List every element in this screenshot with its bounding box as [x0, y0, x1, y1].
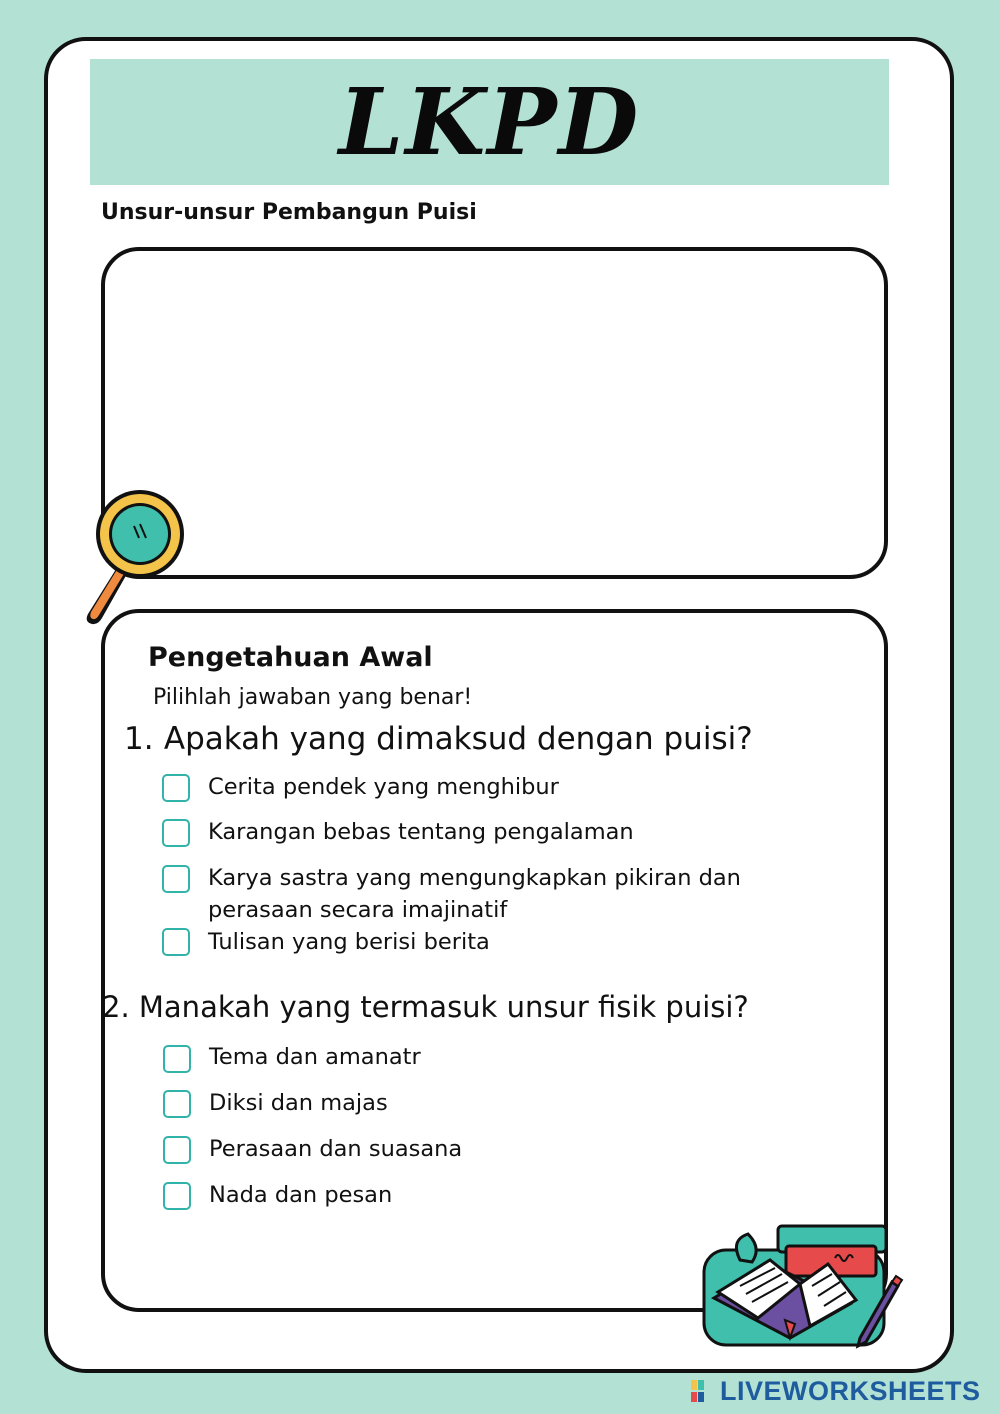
- option-label: Cerita pendek yang menghibur: [208, 774, 559, 800]
- option-label: Perasaan dan suasana: [209, 1136, 463, 1162]
- option-label: Karya sastra yang mengungkapkan pikiran dan perasaan secara imajinatif: [208, 865, 741, 923]
- option-checkbox-1b[interactable]: [162, 819, 190, 847]
- option-checkbox-1c[interactable]: [162, 865, 190, 893]
- option-checkbox-2a[interactable]: [163, 1045, 191, 1073]
- question-text: Manakah yang termasuk unsur fisik puisi?: [138, 990, 749, 1024]
- liveworksheets-footer: [690, 1376, 990, 1406]
- question-1: [124, 721, 753, 757]
- question-text: Apakah yang dimaksud dengan puisi?: [163, 721, 753, 757]
- option-label: Karangan bebas tentang pengalaman: [208, 819, 634, 845]
- instruction-text: Pilihlah jawaban yang benar!: [153, 685, 473, 710]
- option-label: Tulisan yang berisi berita: [208, 929, 490, 955]
- books-illustration-icon: [700, 1220, 905, 1350]
- option-checkbox-2b[interactable]: [163, 1090, 191, 1118]
- option-label: Nada dan pesan: [209, 1182, 393, 1208]
- question-2: [102, 990, 749, 1024]
- option-checkbox-1a[interactable]: [162, 774, 190, 802]
- worksheet-subtitle: Unsur-unsur Pembangun Puisi: [101, 200, 477, 225]
- option-label: Tema dan amanatr: [209, 1044, 421, 1070]
- page-title: LKPD: [338, 68, 641, 176]
- option-checkbox-1d[interactable]: [162, 928, 190, 956]
- option-checkbox-2c[interactable]: [163, 1136, 191, 1164]
- answer-area-box: [101, 247, 888, 579]
- question-number: 1.: [124, 721, 154, 757]
- section-title: Pengetahuan Awal: [148, 642, 433, 673]
- option-checkbox-2d[interactable]: [163, 1182, 191, 1210]
- liveworksheets-logo-icon: [690, 1379, 718, 1403]
- question-number: 2.: [102, 990, 130, 1024]
- brand-name: LIVEWORKSHEETS: [720, 1375, 981, 1406]
- option-label: Diksi dan majas: [209, 1090, 388, 1116]
